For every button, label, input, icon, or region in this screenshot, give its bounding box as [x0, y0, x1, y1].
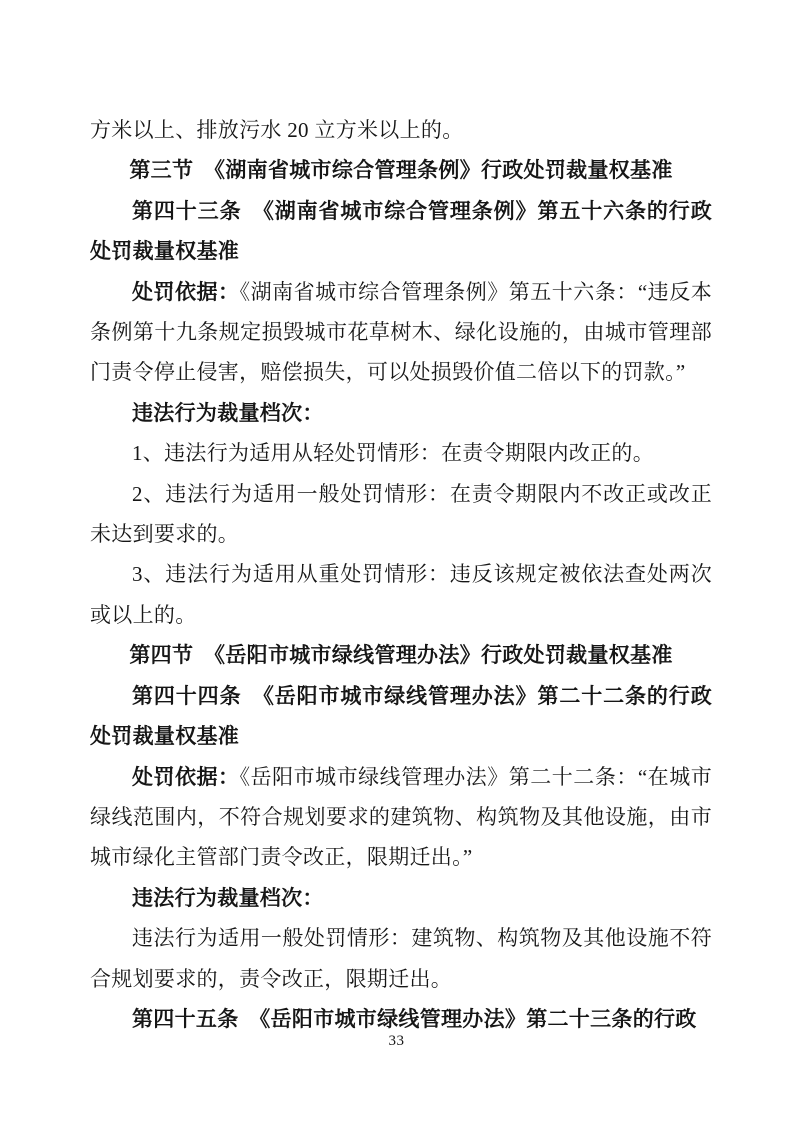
penalty-basis-text: 《湖南省城市综合管理条例》第五十六条：“违反本条例第十九条规定损毁城市花草树木、绿化设施的，由城市管理部门责令停止侵害，赔偿损失，可以处损毁价值二倍以下的罚款。”: [90, 279, 713, 385]
page-number: 33: [388, 1033, 405, 1049]
paragraph-penalty-basis-44: [90, 757, 712, 878]
discretion-levels-label-44: 违法行为裁量档次：: [132, 885, 324, 910]
article-heading-45: 第四十五条 《岳阳市城市绿线管理办法》第二十三条的行政: [132, 1006, 697, 1031]
document-body: [90, 110, 712, 1039]
penalty-basis-label: 处罚依据：: [132, 279, 240, 304]
discretion-levels-label-43: 违法行为裁量档次：: [132, 400, 324, 425]
section-heading-3: 第三节 《湖南省城市综合管理条例》行政处罚裁量权基准: [129, 158, 673, 183]
paragraph-penalty-basis-43: [90, 272, 712, 393]
penalty-basis-text: 《岳阳市城市绿线管理办法》第二十二条：“在城市绿线范围内，不符合规划要求的建筑物、构筑物及其他设施，由市城市绿化主管部门责令改正，限期迁出。”: [90, 764, 713, 870]
article-heading-44: 第四十四条 《岳阳市城市绿线管理办法》第二十二条的行政处罚裁量权基准: [90, 683, 712, 749]
section-heading-4: 第四节 《岳阳市城市绿线管理办法》行政处罚裁量权基准: [129, 643, 673, 668]
paragraph-continuation: 方米以上、排放污水 20 立方米以上的。: [90, 118, 464, 142]
discretion-item-3: 3、违法行为适用从重处罚情形：违反该规定被依法查处两次或以上的。: [90, 562, 712, 627]
discretion-item-2: 2、违法行为适用一般处罚情形：在责令期限内不改正或改正未达到要求的。: [90, 481, 712, 547]
article-heading-43: 第四十三条 《湖南省城市综合管理条例》第五十六条的行政处罚裁量权基准: [90, 198, 712, 264]
discretion-item-1: 1、违法行为适用从轻处罚情形：在责令期限内改正的。: [132, 441, 654, 466]
discretion-item-general: 违法行为适用一般处罚情形：建筑物、构筑物及其他设施不符合规划要求的，责令改正，限期迁出。: [90, 926, 712, 991]
penalty-basis-label: 处罚依据：: [132, 764, 240, 789]
